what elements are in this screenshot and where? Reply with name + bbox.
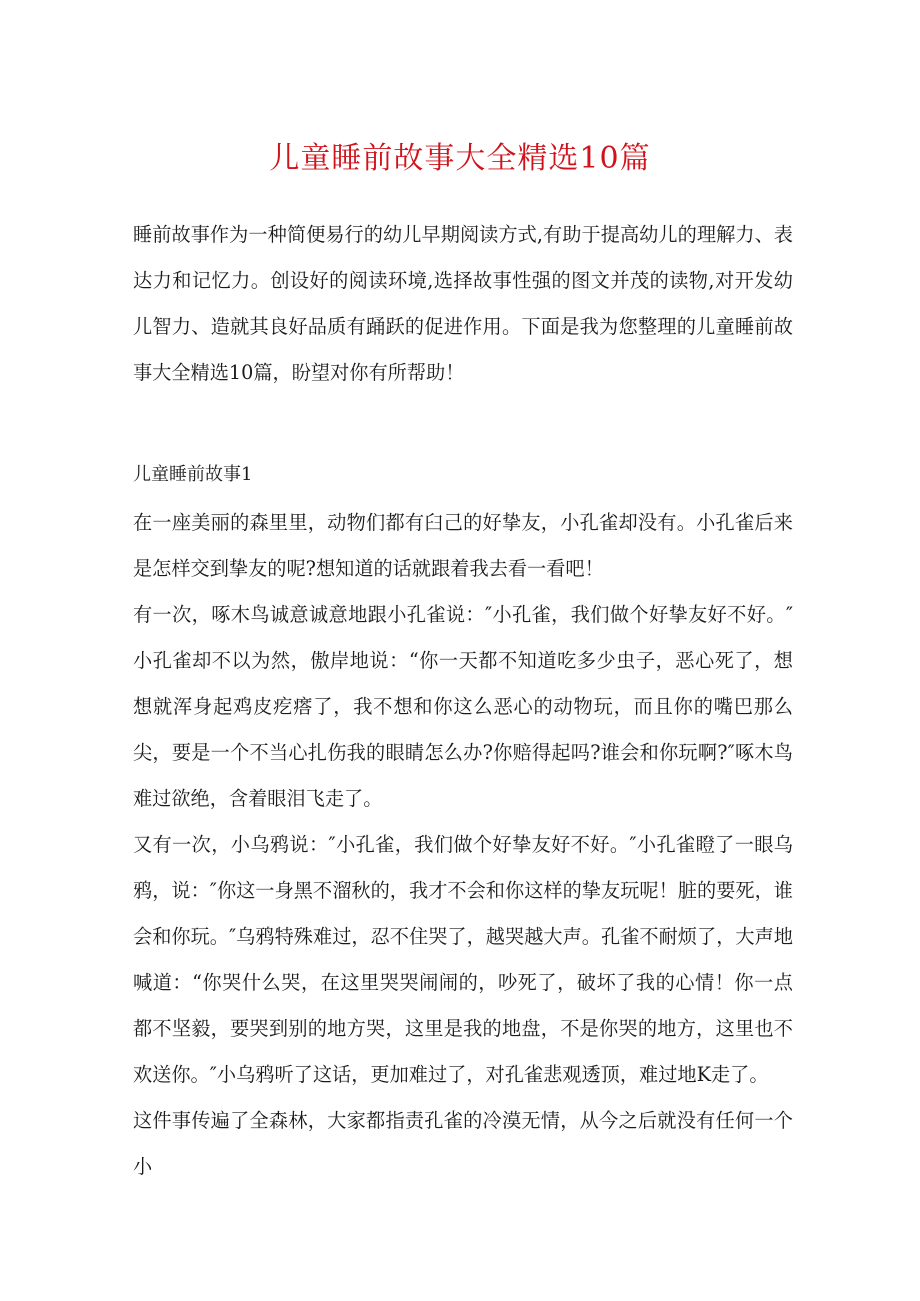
story-paragraph: 在一座美丽的森里里，动物们都有臼己的好挚友，小孔雀却没有。小孔雀后来是怎样交到挚友的呢?想知道的话就跟着我去看一看吧！ bbox=[133, 511, 793, 580]
story-body bbox=[133, 500, 793, 1190]
story-paragraph: 这件事传遍了全森林，大家都指责孔雀的冷漠无情，从今之后就没有任何一个小 bbox=[133, 1109, 793, 1178]
document-title: 儿童睡前故事大全精选10篇 bbox=[269, 141, 651, 176]
story-paragraph: 又有一次，小乌鸦说：″小孔雀，我们做个好挚友好不好。″小孔雀瞪了一眼乌鸦，说：″你这一身黑不溜秋的，我才不会和你这样的挚友玩呢！脏的要死，谁会和你玩。″乌鸦特殊难过，忍不住哭了，越哭越大声。孔雀不耐烦了，大声地喊道：“你哭什么哭，在这里哭哭闹闹的，吵死了，破坏了我的心情！你一点都不坚毅，要哭到别的地方哭，这里是我的地盘，不是你哭的地方，这里也不欢送你。″小乌鸦听了这话，更加难过了，对孔雀悲观透顶，难过地K走了。 bbox=[133, 833, 793, 1086]
story-paragraph: 有一次，啄木鸟诚意诚意地跟小孔雀说：″小孔雀，我们做个好挚友好不好。″小孔雀却不以为然，傲岸地说：“你一天都不知道吃多少虫子，恶心死了，想想就浑身起鸡皮疙瘩了，我不想和你这么恶心的动物玩，而且你的嘴巴那么尖，要是一个不当心扎伤我的眼睛怎么办?你赔得起吗?谁会和你玩啊?″啄木鸟难过欲绝，含着眼泪飞走了。 bbox=[133, 603, 793, 810]
story-heading: 儿童睡前故事1 bbox=[133, 464, 253, 485]
intro-paragraph: 睡前故事作为一种简便易行的幼儿早期阅读方式,有助于提高幼儿的理解力、表达力和记忆力。创设好的阅读环境,选择故事性强的图文并茂的读物,对开发幼儿智力、造就其良好品质有踊跃的促进作用。下面是我为您整理的儿童睡前故事大全精选10篇，盼望对你有所帮助！ bbox=[133, 223, 793, 384]
